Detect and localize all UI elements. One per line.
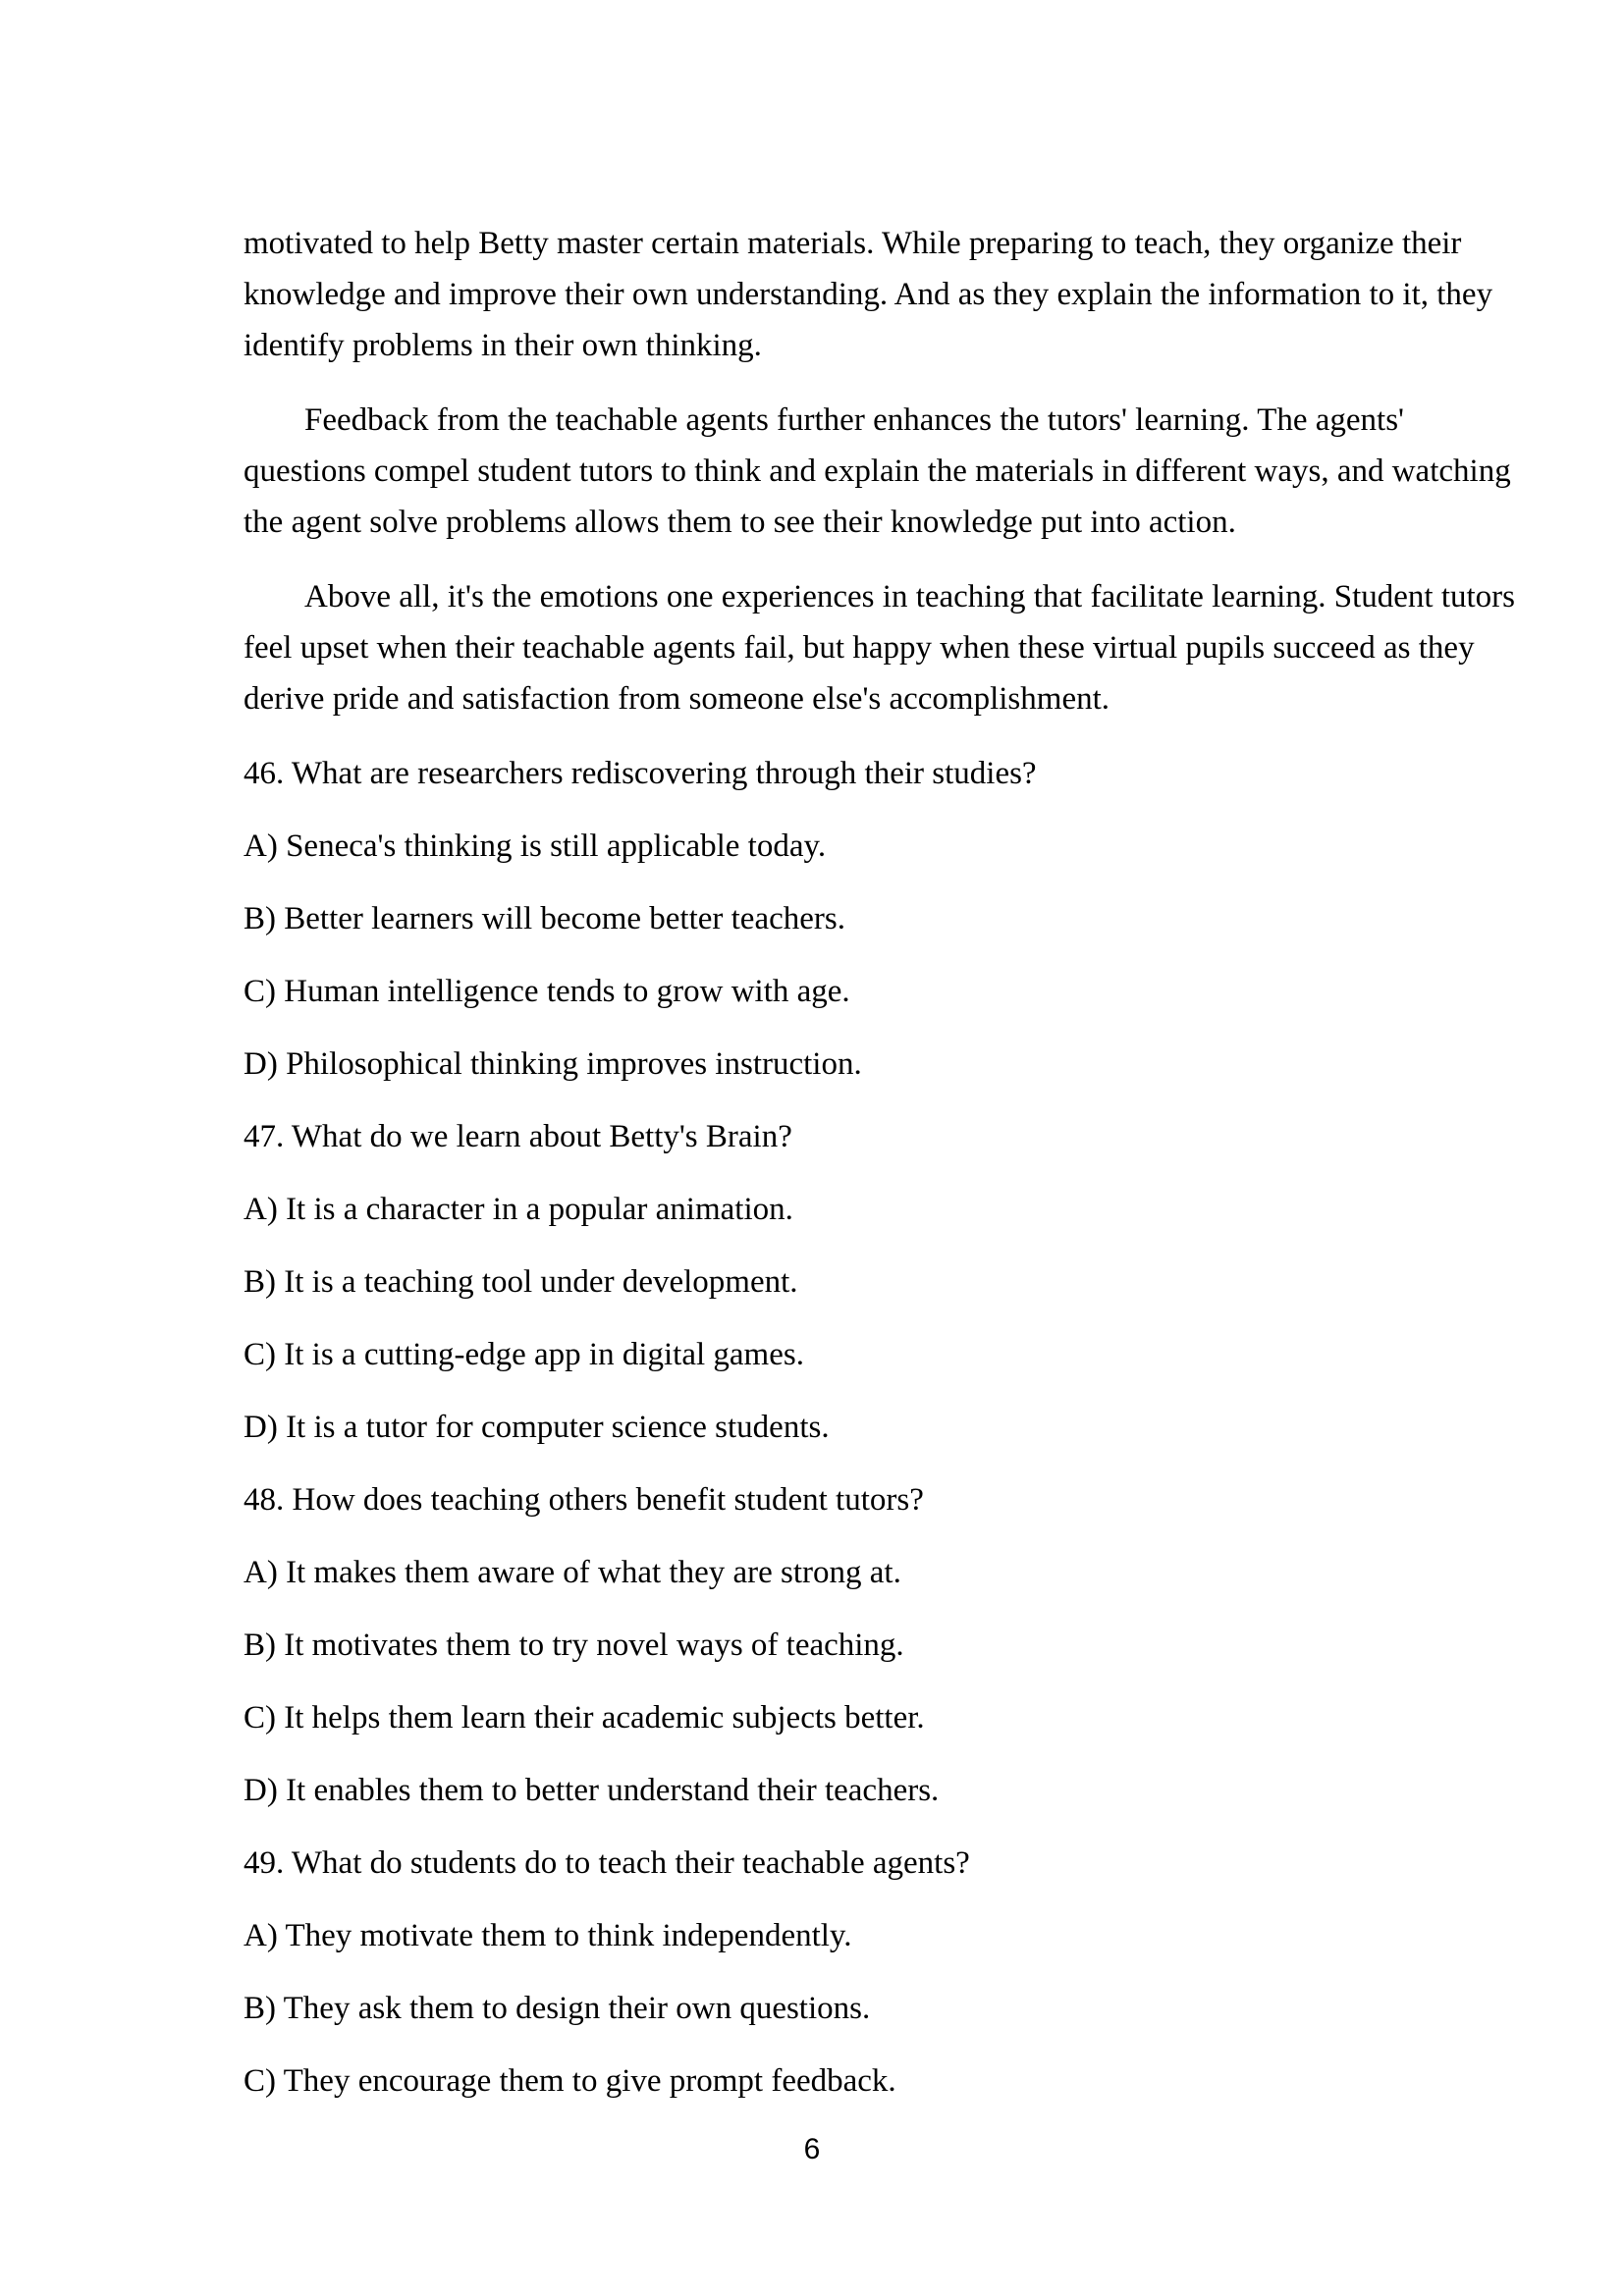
answer-option: C) Human intelligence tends to grow with age. <box>244 974 850 1009</box>
answer-option: C) It is a cutting-edge app in digital games. <box>244 1337 804 1372</box>
page-body-text <box>244 218 1516 2128</box>
question-prompt: 49. What do students do to teach their teachable agents? <box>244 1845 970 1881</box>
answer-option: A) Seneca's thinking is still applicable today. <box>244 828 827 864</box>
answer-option: B) They ask them to design their own questions. <box>244 1991 871 2026</box>
paragraph-line: identify problems in their own thinking. <box>244 328 762 363</box>
paragraph-line: the agent solve problems allows them to see their knowledge put into action. <box>244 505 1236 540</box>
paragraph-line: derive pride and satisfaction from someone else's accomplishment. <box>244 681 1110 717</box>
paragraph <box>244 218 1493 371</box>
question-block <box>244 1474 1386 1816</box>
answer-option: D) It is a tutor for computer science students. <box>244 1410 830 1445</box>
answer-option: B) It is a teaching tool under development. <box>244 1264 798 1300</box>
answer-option: D) Philosophical thinking improves instruction. <box>244 1046 862 1082</box>
paragraph-line: questions compel student tutors to think and explain the materials in different ways, and watching <box>244 454 1511 489</box>
question-prompt: 46. What are researchers rediscovering through their studies? <box>244 756 1037 791</box>
answer-option: B) It motivates them to try novel ways of teaching. <box>244 1628 904 1663</box>
paragraph <box>244 395 1511 548</box>
answer-option: A) They motivate them to think independently. <box>244 1918 852 1953</box>
question-prompt: 47. What do we learn about Betty's Brain? <box>244 1119 792 1154</box>
answer-option: C) They encourage them to give prompt feedback. <box>244 2063 896 2099</box>
page-number: 6 <box>803 2133 821 2165</box>
paragraph <box>244 571 1516 724</box>
paragraph-line: feel upset when their teachable agents fail, but happy when these virtual pupils succeed as they <box>244 630 1475 666</box>
paragraph-line: Feedback from the teachable agents further enhances the tutors' learning. The agents' <box>304 402 1405 438</box>
answer-option: D) It enables them to better understand their teachers. <box>244 1773 940 1808</box>
answer-option: C) It helps them learn their academic subjects better. <box>244 1700 925 1735</box>
question-block <box>244 748 1386 1090</box>
question-block <box>244 1838 1386 2107</box>
answer-option: A) It makes them aware of what they are strong at. <box>244 1555 901 1590</box>
paragraph-line: motivated to help Betty master certain materials. While preparing to teach, they organize their <box>244 226 1462 261</box>
paragraph-line: Above all, it's the emotions one experiences in teaching that facilitate learning. Student tutors <box>304 579 1516 614</box>
paragraph-line: knowledge and improve their own understanding. And as they explain the information to it, they <box>244 277 1493 312</box>
question-prompt: 48. How does teaching others benefit student tutors? <box>244 1482 924 1518</box>
question-block <box>244 1111 1386 1453</box>
answer-option: A) It is a character in a popular animation. <box>244 1192 793 1227</box>
answer-option: B) Better learners will become better teachers. <box>244 901 845 936</box>
